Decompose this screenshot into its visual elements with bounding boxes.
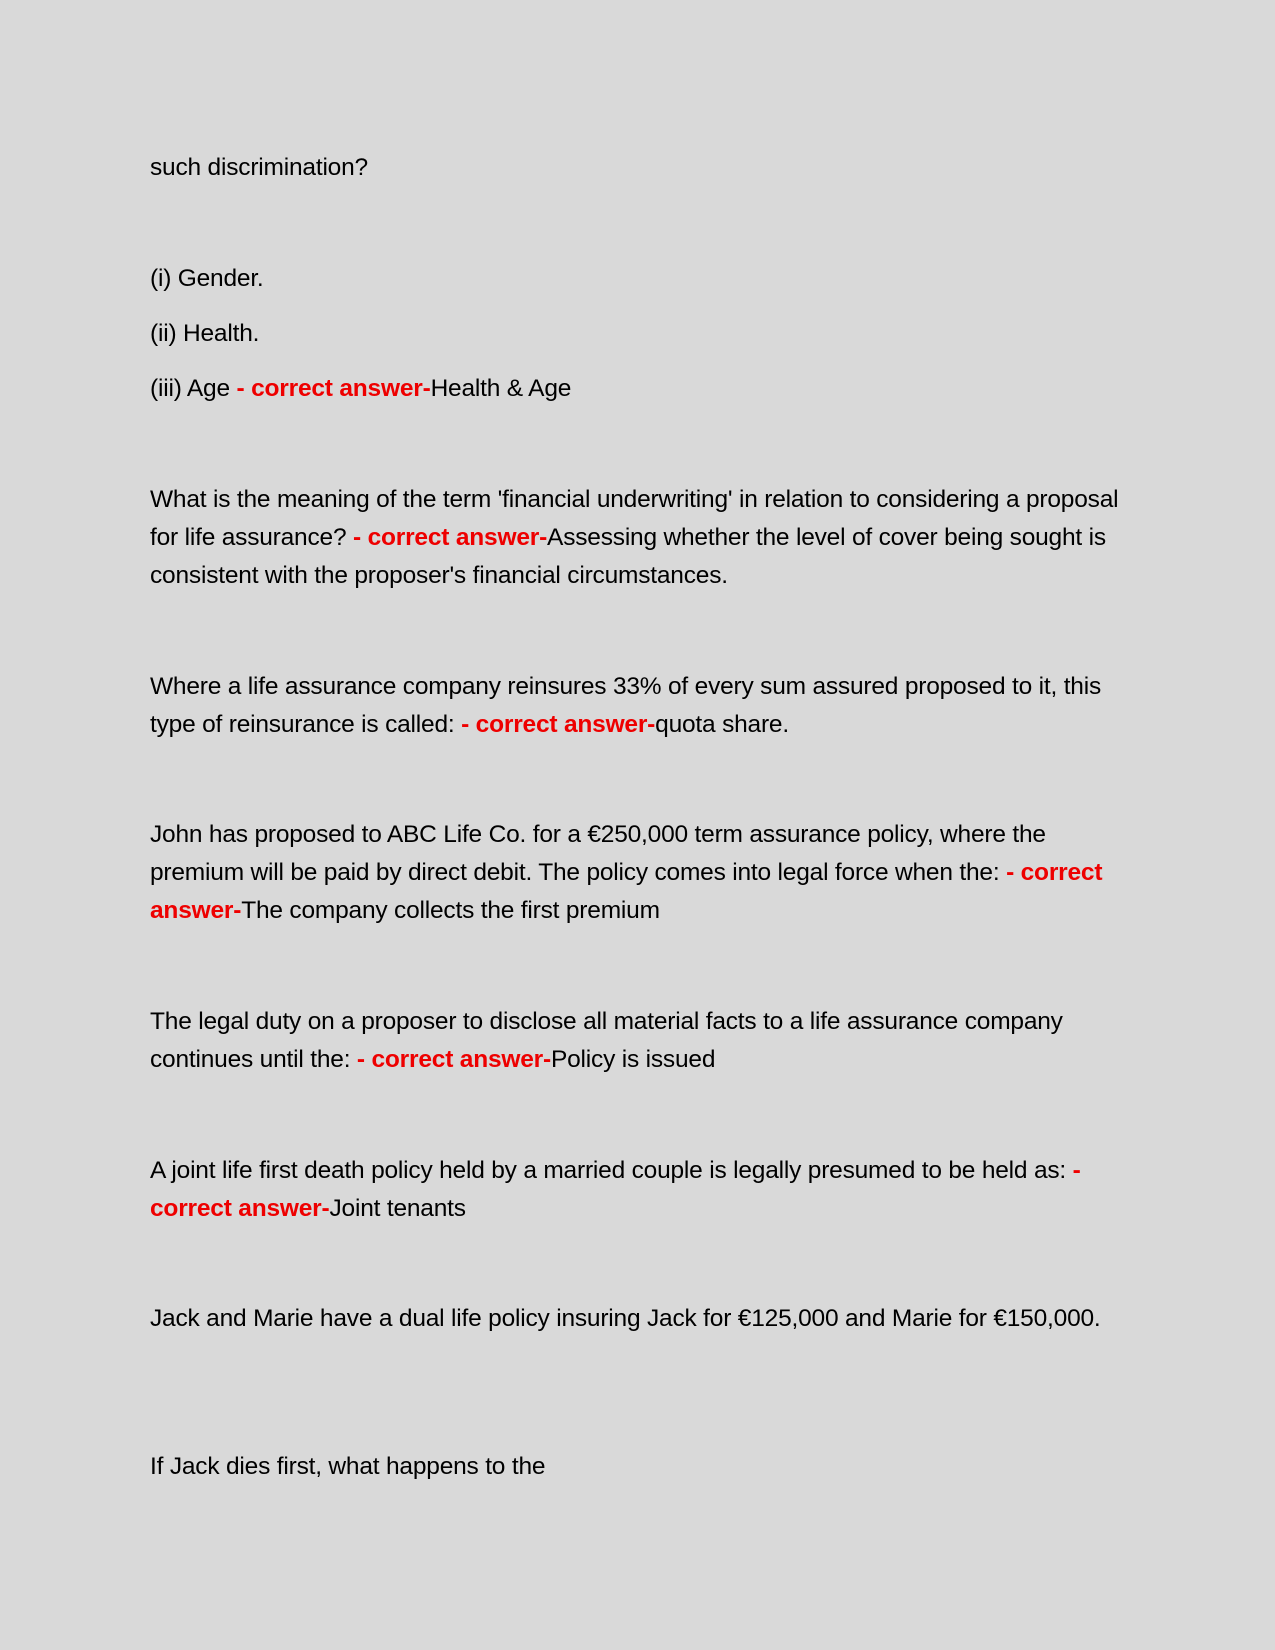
answer-marker: - correct answer- xyxy=(150,859,1103,924)
option-text: (i) Gender. xyxy=(150,265,264,292)
scenario-text xyxy=(150,1300,1130,1338)
question-text: Jack and Marie have a dual life policy insuring Jack for €125,000 and Marie for €150,000. xyxy=(150,1305,1101,1332)
question-text: A joint life first death policy held by a married couple is legally presumed to be held as: xyxy=(150,1157,1073,1184)
qa-block xyxy=(150,1152,1130,1228)
qa-block xyxy=(150,816,1130,930)
option-item xyxy=(150,315,1130,353)
question-text: John has proposed to ABC Life Co. for a €250,000 term assurance policy, where the premium will be paid by direct debit. The policy comes into legal force when the: xyxy=(150,821,1046,886)
qa-block xyxy=(150,1003,1130,1079)
option-text: (ii) Health. xyxy=(150,320,260,347)
question-text: The legal duty on a proposer to disclose all material facts to a life assurance company continues until the: xyxy=(150,1008,1063,1073)
qa-block xyxy=(150,481,1130,595)
answer-text: Health & Age xyxy=(430,375,572,402)
question-text: If Jack dies first, what happens to the xyxy=(150,1453,546,1480)
qa-block xyxy=(150,668,1130,744)
answer-text: Joint tenants xyxy=(329,1195,466,1222)
answer-text: quota share. xyxy=(655,711,789,738)
answer-marker: - correct answer- xyxy=(150,1157,1081,1222)
answer-marker: - correct answer- xyxy=(461,711,656,738)
option-text: (iii) Age xyxy=(150,375,237,402)
answer-marker: - correct answer- xyxy=(356,1046,551,1073)
answer-text: Policy is issued xyxy=(550,1046,716,1073)
option-item xyxy=(150,260,1130,298)
question-text: such discrimination? xyxy=(150,154,368,181)
question-tail xyxy=(150,149,1130,187)
answer-marker: - correct answer- xyxy=(236,375,431,402)
option-item-with-answer xyxy=(150,370,1130,408)
answer-marker: - correct answer- xyxy=(353,524,548,551)
answer-text: Assessing whether the level of cover being sought is consistent with the proposer's financial circumstances. xyxy=(150,524,1106,589)
question-text: What is the meaning of the term 'financial underwriting' in relation to considering a proposal for life assurance? xyxy=(150,486,1119,551)
answer-text: The company collects the first premium xyxy=(241,897,660,924)
question-start xyxy=(150,1448,1130,1486)
question-text: Where a life assurance company reinsures 33% of every sum assured proposed to it, this type of reinsurance is called: xyxy=(150,673,1102,738)
